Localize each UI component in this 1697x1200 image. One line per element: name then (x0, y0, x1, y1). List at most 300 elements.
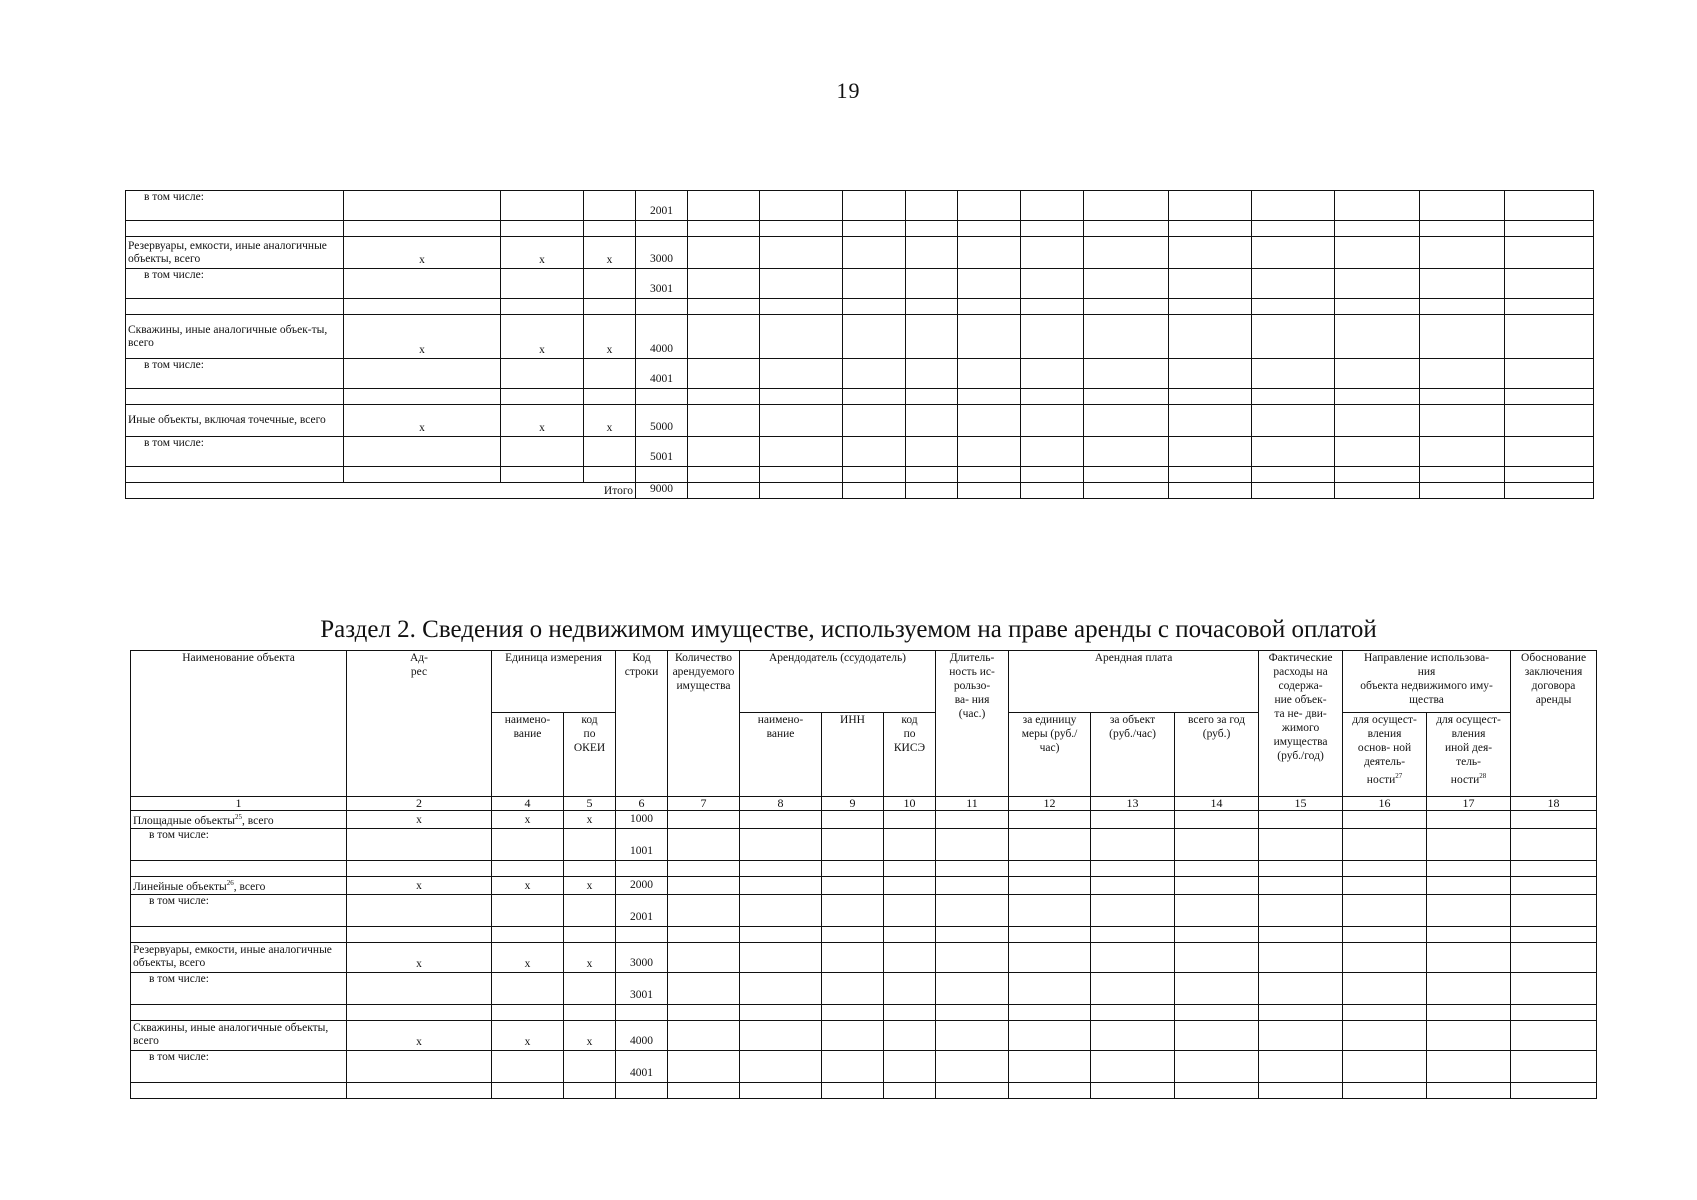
empty-cell (1252, 467, 1335, 483)
empty-cell (740, 860, 822, 876)
table-row (126, 467, 1594, 483)
row-name: Скважины, иные аналогичные объекты, всего (131, 1020, 347, 1050)
empty-cell (636, 467, 688, 483)
empty-cell (1335, 405, 1420, 437)
empty-cell (668, 942, 740, 972)
empty-cell (884, 926, 936, 942)
table-row (126, 437, 1594, 467)
empty-cell (1511, 942, 1597, 972)
empty-cell (1175, 828, 1259, 860)
header-rent-year: всего за год (руб.) (1175, 713, 1259, 797)
empty-cell (958, 437, 1021, 467)
empty-cell (906, 221, 958, 237)
empty-cell (1511, 894, 1597, 926)
empty-cell (1252, 389, 1335, 405)
empty-cell (958, 359, 1021, 389)
column-number: 17 (1427, 797, 1511, 811)
empty-cell (1511, 1050, 1597, 1082)
header-duration: Длитель- ность ис- pользо- ва- ния (час.) (936, 651, 1009, 797)
table-row (126, 405, 1594, 437)
empty-cell (1505, 467, 1594, 483)
empty-cell (1335, 359, 1420, 389)
table-row (131, 972, 1597, 1004)
address-cell: х (347, 942, 492, 972)
empty-cell (1009, 1020, 1091, 1050)
empty-cell (1511, 972, 1597, 1004)
unit-code-cell: х (564, 1020, 616, 1050)
empty-cell (1335, 315, 1420, 359)
empty-cell (1343, 972, 1427, 1004)
header-kise: код по КИСЭ (884, 713, 936, 797)
empty-cell (1427, 1050, 1511, 1082)
row-name: Скважины, иные аналогичные объек-ты, всего (126, 315, 344, 359)
empty-cell (668, 860, 740, 876)
address-cell: х (344, 237, 501, 269)
empty-cell (126, 299, 344, 315)
empty-cell (501, 299, 584, 315)
empty-cell (906, 269, 958, 299)
unit-code-cell (584, 437, 636, 467)
empty-cell (1259, 1004, 1343, 1020)
row-name: Линейные объекты$^{26}$, всего (131, 876, 347, 894)
empty-cell (1091, 1020, 1175, 1050)
row-code: 5001 (636, 437, 688, 467)
empty-cell (564, 1082, 616, 1098)
row-code: 2000 (616, 876, 668, 894)
empty-cell (1505, 269, 1594, 299)
empty-cell (1343, 811, 1427, 829)
empty-cell (822, 1082, 884, 1098)
empty-cell (1169, 483, 1252, 499)
empty-cell (936, 1050, 1009, 1082)
empty-cell (1420, 437, 1505, 467)
column-number: 4 (492, 797, 564, 811)
empty-cell (1259, 811, 1343, 829)
empty-cell (1335, 389, 1420, 405)
empty-cell (688, 483, 760, 499)
empty-cell (1511, 876, 1597, 894)
empty-cell (668, 876, 740, 894)
empty-cell (1084, 405, 1169, 437)
empty-cell (1335, 191, 1420, 221)
column-number: 14 (1175, 797, 1259, 811)
empty-cell (1009, 942, 1091, 972)
empty-cell (1427, 1082, 1511, 1098)
empty-cell (668, 811, 740, 829)
empty-cell (1084, 237, 1169, 269)
empty-cell (1420, 359, 1505, 389)
empty-cell (1009, 811, 1091, 829)
empty-cell (884, 942, 936, 972)
empty-cell (1505, 359, 1594, 389)
header-actual-expenses: Фактические расходы на содержа- ние объек- та не- дви- жимого имущества (руб./год) (1259, 651, 1343, 797)
empty-cell (822, 1020, 884, 1050)
header-lessor: Арендодатель (ссудодатель) (740, 651, 936, 713)
empty-cell (347, 926, 492, 942)
empty-cell (822, 942, 884, 972)
row-code: 2001 (636, 191, 688, 221)
empty-cell (1511, 811, 1597, 829)
empty-cell (1091, 1050, 1175, 1082)
empty-cell (958, 191, 1021, 221)
empty-cell (344, 467, 501, 483)
column-number: 13 (1091, 797, 1175, 811)
unit-name-cell: х (501, 315, 584, 359)
empty-cell (1259, 1082, 1343, 1098)
empty-cell (884, 811, 936, 829)
empty-cell (1009, 894, 1091, 926)
empty-cell (1084, 483, 1169, 499)
empty-cell (740, 1082, 822, 1098)
empty-cell (822, 860, 884, 876)
empty-cell (843, 389, 906, 405)
empty-cell (1021, 359, 1084, 389)
empty-cell (1252, 221, 1335, 237)
empty-cell (884, 972, 936, 1004)
empty-cell (126, 221, 344, 237)
address-cell (344, 269, 501, 299)
unit-code-cell: х (564, 942, 616, 972)
empty-cell (1091, 811, 1175, 829)
empty-cell (1505, 405, 1594, 437)
header-unit: Единица измерения (492, 651, 616, 713)
empty-cell (760, 237, 843, 269)
empty-cell (936, 1004, 1009, 1020)
empty-cell (884, 828, 936, 860)
total-label: Итого (126, 483, 636, 499)
unit-code-cell (584, 359, 636, 389)
empty-cell (1343, 1004, 1427, 1020)
empty-cell (1091, 876, 1175, 894)
empty-cell (1252, 437, 1335, 467)
empty-cell (616, 1082, 668, 1098)
column-number: 10 (884, 797, 936, 811)
empty-cell (740, 811, 822, 829)
empty-cell (1084, 191, 1169, 221)
table-row (126, 315, 1594, 359)
row-code: 4001 (616, 1050, 668, 1082)
empty-cell (1084, 221, 1169, 237)
empty-cell (740, 926, 822, 942)
empty-cell (1259, 972, 1343, 1004)
table-row (131, 860, 1597, 876)
empty-cell (936, 972, 1009, 1004)
empty-cell (1021, 483, 1084, 499)
empty-cell (958, 405, 1021, 437)
empty-cell (958, 389, 1021, 405)
table-row (126, 221, 1594, 237)
unit-name-cell (492, 972, 564, 1004)
empty-cell (1091, 1082, 1175, 1098)
empty-cell (1335, 237, 1420, 269)
empty-cell (1084, 359, 1169, 389)
column-number: 5 (564, 797, 616, 811)
empty-cell (1175, 942, 1259, 972)
empty-cell (1335, 221, 1420, 237)
empty-cell (1335, 437, 1420, 467)
unit-code-cell (564, 1050, 616, 1082)
row-name: Площадные объекты$^{25}$, всего (131, 811, 347, 829)
empty-cell (958, 221, 1021, 237)
empty-cell (1009, 926, 1091, 942)
empty-cell (1169, 389, 1252, 405)
unit-name-cell: х (501, 405, 584, 437)
address-cell (344, 191, 501, 221)
empty-cell (1084, 437, 1169, 467)
unit-code-cell (564, 972, 616, 1004)
unit-code-cell (584, 269, 636, 299)
header-row-code: Код строки (616, 651, 668, 797)
table-row (131, 942, 1597, 972)
empty-cell (740, 942, 822, 972)
empty-cell (616, 926, 668, 942)
empty-cell (636, 389, 688, 405)
table-row (131, 1082, 1597, 1098)
empty-cell (1175, 894, 1259, 926)
empty-cell (636, 299, 688, 315)
address-cell (344, 359, 501, 389)
empty-cell (958, 483, 1021, 499)
empty-cell (688, 315, 760, 359)
empty-cell (1505, 237, 1594, 269)
empty-cell (131, 1004, 347, 1020)
empty-cell (1021, 437, 1084, 467)
empty-cell (344, 299, 501, 315)
empty-cell (1252, 405, 1335, 437)
empty-cell (1343, 1020, 1427, 1050)
address-cell (347, 894, 492, 926)
header-basis: Обоснование заключения договора аренды (1511, 651, 1597, 797)
empty-cell (843, 237, 906, 269)
empty-cell (822, 894, 884, 926)
empty-cell (1335, 299, 1420, 315)
address-cell: х (344, 405, 501, 437)
empty-cell (688, 405, 760, 437)
empty-cell (584, 389, 636, 405)
empty-cell (616, 1004, 668, 1020)
empty-cell (1169, 315, 1252, 359)
empty-cell (1505, 315, 1594, 359)
empty-cell (958, 467, 1021, 483)
empty-cell (936, 860, 1009, 876)
header-usage-other: для осущест- вления иной дея- тель- ности$^{28}$ (1427, 713, 1511, 797)
row-name: в том числе: (126, 191, 344, 221)
empty-cell (1505, 221, 1594, 237)
empty-cell (740, 1004, 822, 1020)
empty-cell (1252, 299, 1335, 315)
total-row (126, 483, 1594, 499)
empty-cell (1505, 483, 1594, 499)
empty-cell (1427, 926, 1511, 942)
empty-cell (906, 299, 958, 315)
row-code: 4000 (636, 315, 688, 359)
table-row (126, 237, 1594, 269)
unit-name-cell (501, 191, 584, 221)
row-name: Резервуары, емкости, иные аналогичные объекты, всего (131, 942, 347, 972)
column-number: 12 (1009, 797, 1091, 811)
empty-cell (1335, 269, 1420, 299)
empty-cell (1175, 1082, 1259, 1098)
empty-cell (843, 405, 906, 437)
table-row (131, 876, 1597, 894)
unit-code-cell (584, 191, 636, 221)
empty-cell (1091, 828, 1175, 860)
empty-cell (1420, 483, 1505, 499)
table-row (131, 811, 1597, 829)
row-name: в том числе: (131, 828, 347, 860)
empty-cell (1175, 972, 1259, 1004)
empty-cell (1427, 942, 1511, 972)
empty-cell (1021, 389, 1084, 405)
empty-cell (668, 828, 740, 860)
empty-cell (1091, 1004, 1175, 1020)
empty-cell (1021, 191, 1084, 221)
empty-cell (1505, 191, 1594, 221)
empty-cell (1021, 237, 1084, 269)
empty-cell (760, 359, 843, 389)
empty-cell (688, 237, 760, 269)
unit-name-cell: х (492, 1020, 564, 1050)
row-code: 1000 (616, 811, 668, 829)
unit-code-cell (564, 894, 616, 926)
empty-cell (1343, 926, 1427, 942)
empty-cell (760, 389, 843, 405)
empty-cell (906, 389, 958, 405)
empty-cell (344, 221, 501, 237)
empty-cell (126, 467, 344, 483)
empty-cell (822, 1050, 884, 1082)
empty-cell (884, 1020, 936, 1050)
column-number: 6 (616, 797, 668, 811)
empty-cell (126, 389, 344, 405)
empty-cell (501, 467, 584, 483)
empty-cell (936, 876, 1009, 894)
empty-cell (347, 1004, 492, 1020)
empty-cell (1021, 299, 1084, 315)
empty-cell (1252, 483, 1335, 499)
header-usage: Направление использова- ния объекта недвижимого иму- щества (1343, 651, 1511, 713)
table-row (131, 1004, 1597, 1020)
table-row (131, 1020, 1597, 1050)
empty-cell (740, 972, 822, 1004)
empty-cell (1427, 828, 1511, 860)
empty-cell (1259, 926, 1343, 942)
empty-cell (1009, 1004, 1091, 1020)
empty-cell (843, 269, 906, 299)
empty-cell (1021, 221, 1084, 237)
header-address: Ад- рес (347, 651, 492, 797)
empty-cell (1420, 191, 1505, 221)
empty-cell (1091, 972, 1175, 1004)
empty-cell (843, 299, 906, 315)
empty-cell (668, 926, 740, 942)
empty-cell (1091, 942, 1175, 972)
empty-cell (884, 1050, 936, 1082)
empty-cell (822, 1004, 884, 1020)
empty-cell (131, 926, 347, 942)
unit-name-cell: х (492, 811, 564, 829)
empty-cell (564, 926, 616, 942)
row-name: в том числе: (126, 437, 344, 467)
empty-cell (492, 860, 564, 876)
header-rent: Арендная плата (1009, 651, 1259, 713)
empty-cell (1169, 269, 1252, 299)
empty-cell (668, 1004, 740, 1020)
empty-cell (1175, 1020, 1259, 1050)
empty-cell (1420, 299, 1505, 315)
column-number: 1 (131, 797, 347, 811)
empty-cell (1175, 860, 1259, 876)
empty-cell (936, 828, 1009, 860)
empty-cell (884, 1082, 936, 1098)
column-number: 8 (740, 797, 822, 811)
empty-cell (688, 191, 760, 221)
empty-cell (1505, 389, 1594, 405)
section2-table (130, 650, 1597, 1099)
empty-cell (740, 876, 822, 894)
empty-cell (1511, 828, 1597, 860)
empty-cell (1259, 860, 1343, 876)
empty-cell (936, 894, 1009, 926)
empty-cell (1343, 876, 1427, 894)
empty-cell (1427, 1004, 1511, 1020)
empty-cell (1427, 894, 1511, 926)
empty-cell (1335, 467, 1420, 483)
empty-cell (822, 876, 884, 894)
empty-cell (1084, 467, 1169, 483)
empty-cell (347, 860, 492, 876)
empty-cell (884, 860, 936, 876)
empty-cell (584, 221, 636, 237)
empty-cell (1343, 894, 1427, 926)
row-name: в том числе: (126, 269, 344, 299)
empty-cell (1420, 405, 1505, 437)
empty-cell (1021, 269, 1084, 299)
header-rent-object: за объект (руб./час) (1091, 713, 1175, 797)
row-name: в том числе: (131, 894, 347, 926)
empty-cell (740, 1050, 822, 1082)
address-cell: х (344, 315, 501, 359)
empty-cell (760, 269, 843, 299)
empty-cell (1252, 315, 1335, 359)
column-number: 9 (822, 797, 884, 811)
empty-cell (822, 828, 884, 860)
header-inn: ИНН (822, 713, 884, 797)
empty-cell (843, 191, 906, 221)
empty-cell (843, 221, 906, 237)
table-row (131, 1050, 1597, 1082)
page-number: 19 (836, 78, 861, 103)
empty-cell (492, 1082, 564, 1098)
empty-cell (906, 237, 958, 269)
empty-cell (843, 315, 906, 359)
table-row (131, 926, 1597, 942)
empty-cell (636, 221, 688, 237)
empty-cell (1335, 483, 1420, 499)
empty-cell (668, 1020, 740, 1050)
empty-cell (1420, 467, 1505, 483)
empty-cell (936, 1082, 1009, 1098)
empty-cell (347, 1082, 492, 1098)
empty-cell (760, 299, 843, 315)
empty-cell (1169, 221, 1252, 237)
empty-cell (492, 1004, 564, 1020)
header-rent-unit: за единицу меры (руб./ час) (1009, 713, 1091, 797)
empty-cell (1259, 1050, 1343, 1082)
empty-cell (1343, 1050, 1427, 1082)
empty-cell (616, 860, 668, 876)
empty-cell (1009, 1050, 1091, 1082)
